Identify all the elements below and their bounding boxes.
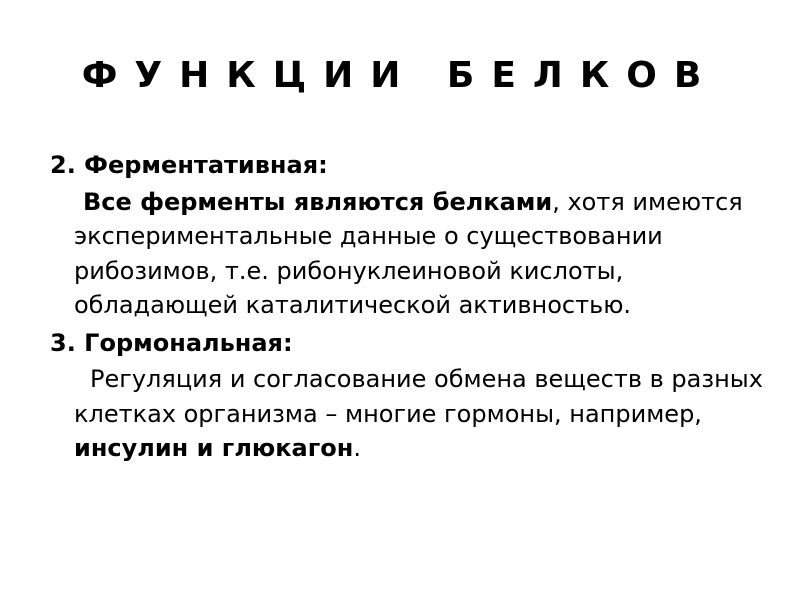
section-text-hormonal — [74, 362, 770, 466]
slide-title: ФУНКЦИИ БЕЛКОВ — [81, 55, 719, 96]
section-text-enzymatic — [74, 185, 770, 323]
ribozymes-text: , хотя имеются экспериментальные данные о существовании рибозимов, т.е. рибонуклеиновой кислоты, обладающей каталитической активностью. — [74, 187, 743, 319]
slide-content — [50, 148, 770, 469]
enzymes-are-proteins-text: Все ферменты являются белками — [83, 187, 553, 216]
section-heading-hormonal: 3. Гормональная: — [50, 328, 293, 357]
section-heading-enzymatic: 2. Ферментативная: — [50, 151, 328, 179]
regulation-text: Регуляция и согласование обмена веществ в разных клетках организма – многие гормоны, например, — [74, 365, 763, 428]
insulin-glucagon-text: инсулин и глюкагон — [74, 434, 354, 462]
period-text: . — [353, 434, 361, 462]
